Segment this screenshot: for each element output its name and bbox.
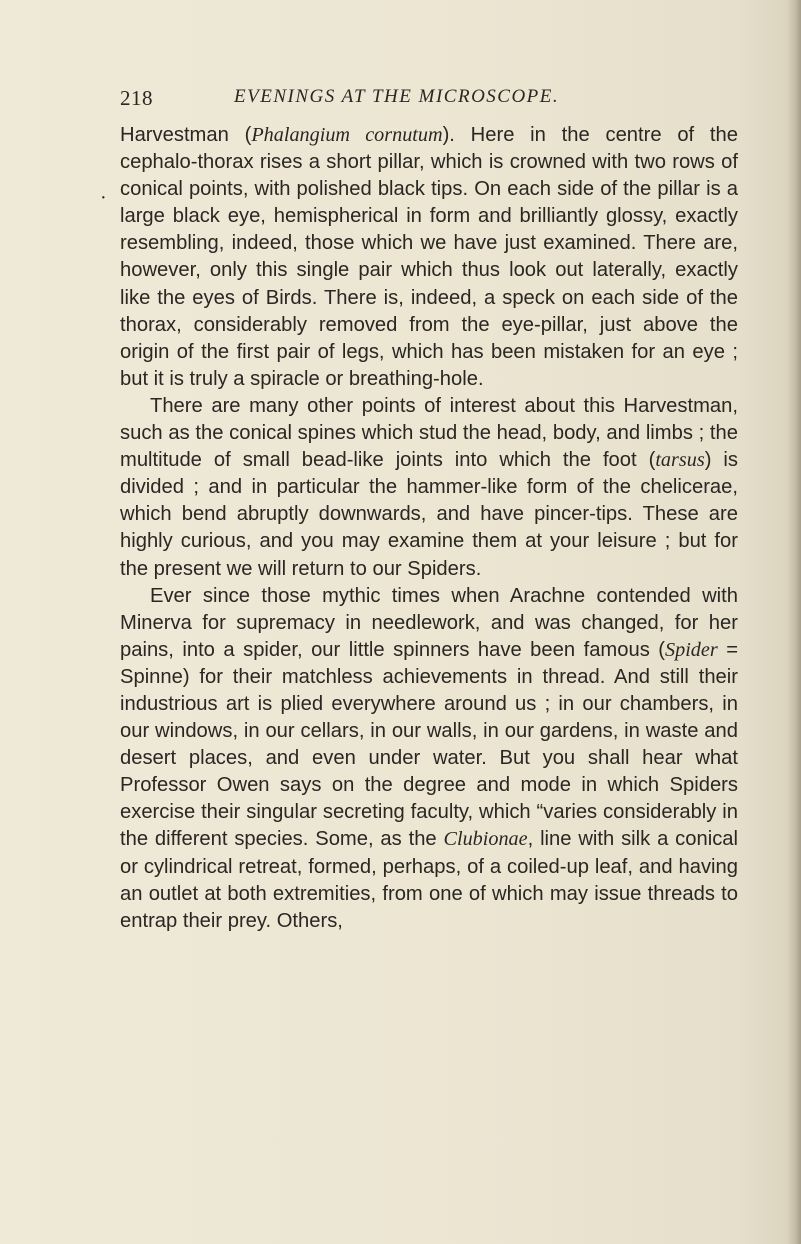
page-header [120,86,740,116]
margin-mark: · [100,187,107,209]
term-italic: Spider [665,638,718,661]
text-segment: = Spinne) for their matchless achievements in thread. And still their industrious art is plied everywhere around us ; in our chambers, in our windows, in our cellars, in our walls, in our gardens, in waste and desert places, and even under water. But you shall hear what Professor Owen says on the degree and mode in which Spiders exercise their singular secreting faculty, which “varies considerably in the different species. Some, as the [120,638,738,851]
text-segment: , line with silk a conical or cylindrical retreat, formed, perhaps, of a coiled-up leaf, and having an outlet at both extremities, from one of which may issue threads to entrap their prey. Others, [120,828,738,932]
page-edge-shadow [787,0,801,1244]
paragraph-2 [120,393,738,583]
text-segment: Ever since those mythic times when Arachne contended with Minerva for supremacy in needlework, and was changed, for her pains, into a spider, our little spinners have been famous ( [120,584,738,661]
text-segment: ) is divided ; and in particular the hammer-like form of the chelicerae, which bend abruptly downwards, and have pincer-tips. These are highly curious, and you may examine them at your leisure ; but for the present we will return to our Spiders. [120,449,738,580]
running-title: EVENINGS AT THE MICROSCOPE. [234,86,560,107]
text-segment: ). Here in the centre of the cephalo-thorax rises a short pillar, which is crowned with two rows of conical points, with polished black tips. On each side of the pillar is a large black eye, hemispherical in form and brilliantly glossy, exactly resembling, indeed, those which we have just examined. There are, however, only this single pair which thus look out laterally, exactly like the eyes of Birds. There is, indeed, a speck on each side of the thorax, considerably removed from the eye-pillar, just above the origin of the first pair of legs, which has been mistaken for an eye ; but it is truly a spiracle or breathing-hole. [120,124,738,390]
species-name-italic: Phalangium cornutum [251,124,443,146]
paragraph-1 [120,122,738,393]
paragraph-3 [120,583,738,935]
page-number: 218 [120,86,153,110]
body-text [120,122,738,935]
text-segment: Harvestman ( [120,124,252,146]
text-segment: There are many other points of interest about this Harvestman, such as the conical spines which stud the head, body, and limbs ; the multitude of small bead-like joints into which the foot ( [120,394,738,472]
genus-name-italic: Clubionae [443,828,528,851]
term-italic: tarsus [655,449,705,472]
